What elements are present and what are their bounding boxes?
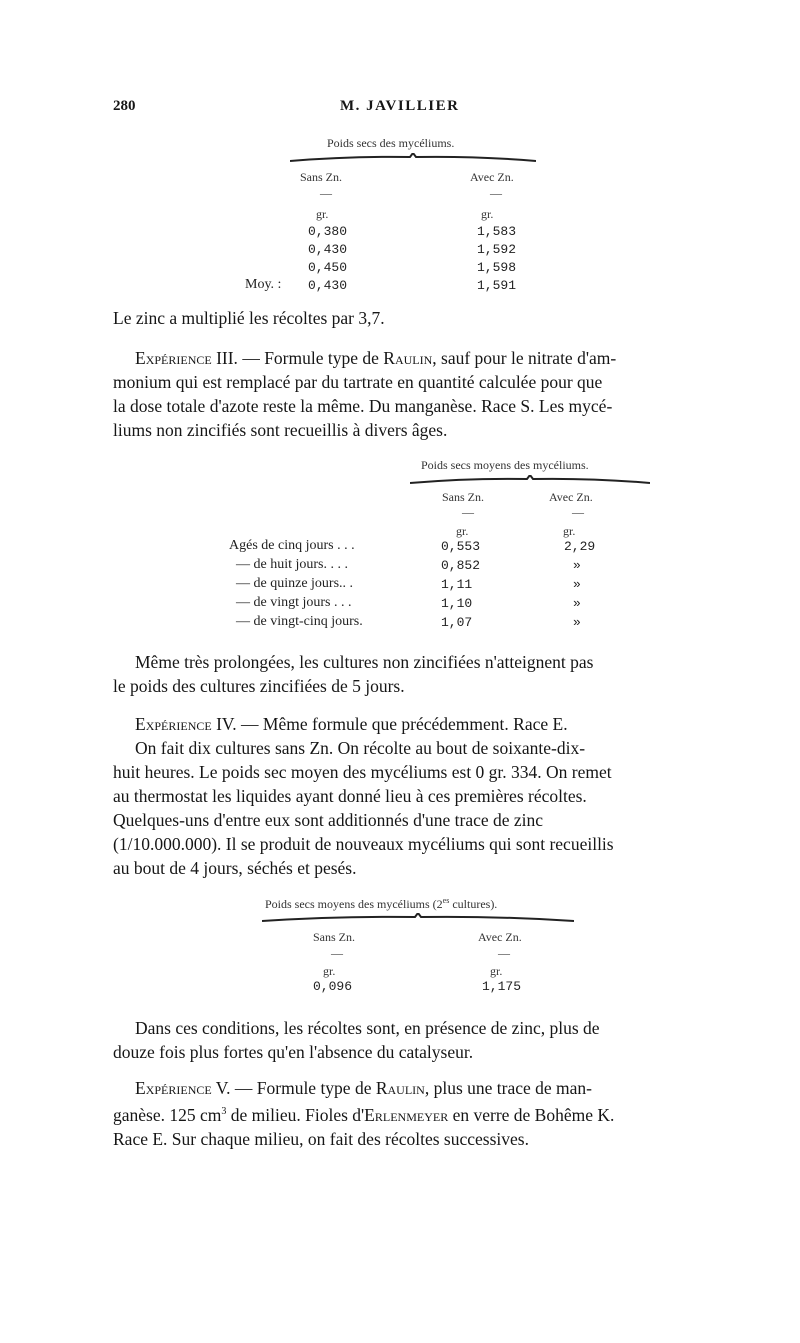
col-header-avec-zn: Avec Zn. <box>470 170 514 184</box>
dash: — <box>572 505 584 519</box>
text-line: douze fois plus fortes qu'en l'absence du catalyseur. <box>113 1042 474 1062</box>
title-text: Poids secs moyens des mycéliums (2 <box>265 897 443 911</box>
author-name: Raulin <box>375 1078 425 1098</box>
col-header-sans-zn: Sans Zn. <box>313 930 355 944</box>
col-header-avec-zn: Avec Zn. <box>478 930 522 944</box>
page-number: 280 <box>113 98 136 114</box>
unit-label: gr. <box>481 207 494 221</box>
brace-divider <box>290 153 536 163</box>
author-name: Erlenmeyer <box>364 1104 449 1125</box>
title-text: cultures). <box>449 897 498 911</box>
cell-sans-zn: 0,430 <box>308 278 348 293</box>
dash: — <box>490 186 502 200</box>
experiment-heading: Expérience V. <box>135 1078 231 1098</box>
text-line <box>113 1100 733 1127</box>
text-span: en verre de Bohême K. <box>448 1104 615 1125</box>
paragraph <box>113 306 733 330</box>
unit-label: gr. <box>563 524 576 538</box>
text-line: au bout de 4 jours, séchés et pesés. <box>113 858 357 878</box>
text-line <box>135 346 733 370</box>
cell-avec-zn: 2,29 <box>564 539 596 554</box>
cell-avec-zn: 1,591 <box>477 278 517 293</box>
cell-sans-zn: 0,852 <box>441 558 481 573</box>
cell-sans-zn: 0,430 <box>308 242 348 257</box>
table-title <box>265 896 497 912</box>
text-line: (1/10.000.000). Il se produit de nouveaux mycéliums qui sont recueillis <box>113 834 614 854</box>
text-span: — Même formule que précédemment. Race E. <box>236 714 568 734</box>
text-span: — Formule type de <box>237 348 384 368</box>
cell-avec-zn: 1,598 <box>477 260 517 275</box>
col-header-avec-zn: Avec Zn. <box>549 490 593 504</box>
table-title: Poids secs moyens des mycéliums. <box>421 458 589 472</box>
text-line: Quelques-uns d'entre eux sont additionnés d'une trace de zinc <box>113 810 544 830</box>
cell-sans-zn: 1,11 <box>441 577 473 592</box>
text-line <box>135 1076 733 1100</box>
text-line: huit heures. Le poids sec moyen des mycéliums est 0 gr. 334. On remet <box>113 762 612 782</box>
cell-sans-zn: 1,10 <box>441 596 473 611</box>
paragraph-experience-4 <box>113 712 733 880</box>
cell-sans-zn: 0,553 <box>441 539 481 554</box>
paragraph-experience-3 <box>113 346 733 442</box>
cell-sans-zn: 1,07 <box>441 615 473 630</box>
col-header-sans-zn: Sans Zn. <box>442 490 484 504</box>
dash: — <box>462 505 474 519</box>
cell-sans-zn: 0,380 <box>308 224 348 239</box>
superscript: 3 <box>221 1106 227 1117</box>
text-span: ganèse. 125 cm <box>113 1104 222 1125</box>
row-label: — de quinze jours.. . <box>236 576 354 591</box>
text-line: Même très prolongées, les cultures non zincifiées n'atteignent pas <box>135 652 594 672</box>
text-line <box>135 712 733 736</box>
paragraph-experience-5 <box>113 1076 733 1151</box>
text-line: la dose totale d'azote reste la même. Du manganèse. Race S. Les mycé- <box>113 396 613 416</box>
text-line: liums non zincifiés sont recueillis à divers âges. <box>113 420 448 440</box>
row-label: — de huit jours. . . . <box>236 557 348 572</box>
running-title: M. JAVILLIER <box>340 98 460 114</box>
brace-divider <box>410 475 650 485</box>
experiment-heading: Expérience IV. <box>135 714 237 734</box>
cell-avec-zn: 1,583 <box>477 224 517 239</box>
superscript: es <box>442 896 450 905</box>
text-span: de milieu. Fioles d' <box>226 1104 365 1125</box>
text-span: — Formule type de <box>230 1078 376 1098</box>
col-header-sans-zn: Sans Zn. <box>300 170 342 184</box>
text-line: le poids des cultures zincifiées de 5 jours. <box>113 676 405 696</box>
dash: — <box>320 186 332 200</box>
text-line: Race E. Sur chaque milieu, on fait des récoltes successives. <box>113 1128 529 1149</box>
unit-label: gr. <box>323 964 336 978</box>
text-span: , sauf pour le nitrate d'am- <box>432 348 617 368</box>
text-line: Dans ces conditions, les récoltes sont, en présence de zinc, plus de <box>135 1018 600 1038</box>
unit-label: gr. <box>490 964 503 978</box>
row-label: — de vingt jours . . . <box>236 595 352 610</box>
dash: — <box>498 946 510 960</box>
text-line: au thermostat les liquides ayant donné lieu à ces premières récoltes. <box>113 786 587 806</box>
cell-avec-zn: » <box>573 577 581 592</box>
table-title: Poids secs des mycéliums. <box>327 136 455 150</box>
unit-label: gr. <box>456 524 469 538</box>
brace-divider <box>262 913 574 923</box>
cell-avec-zn: » <box>573 596 581 611</box>
cell-sans-zn: 0,450 <box>308 260 348 275</box>
unit-label: gr. <box>316 207 329 221</box>
paragraph <box>113 1016 733 1064</box>
cell-avec-zn: » <box>573 615 581 630</box>
paragraph <box>113 650 733 698</box>
row-label: — de vingt-cinq jours. <box>236 614 363 629</box>
cell-avec-zn: 1,592 <box>477 242 517 257</box>
dash: — <box>331 946 343 960</box>
text-line: On fait dix cultures sans Zn. On récolte au bout de soixante-dix- <box>135 738 586 758</box>
text-line: monium qui est remplacé par du tartrate en quantité calculée pour que <box>113 372 603 392</box>
cell-avec-zn: » <box>573 558 581 573</box>
cell-sans-zn: 0,096 <box>313 979 353 994</box>
experiment-heading: Expérience III. <box>135 348 238 368</box>
row-label-mean: Moy. : <box>245 277 282 292</box>
row-label: Agés de cinq jours . . . <box>229 538 355 553</box>
text-line: Le zinc a multiplié les récoltes par 3,7. <box>113 308 385 328</box>
author-name: Raulin <box>383 348 433 368</box>
text-span: , plus une trace de man- <box>424 1078 592 1098</box>
cell-avec-zn: 1,175 <box>482 979 522 994</box>
